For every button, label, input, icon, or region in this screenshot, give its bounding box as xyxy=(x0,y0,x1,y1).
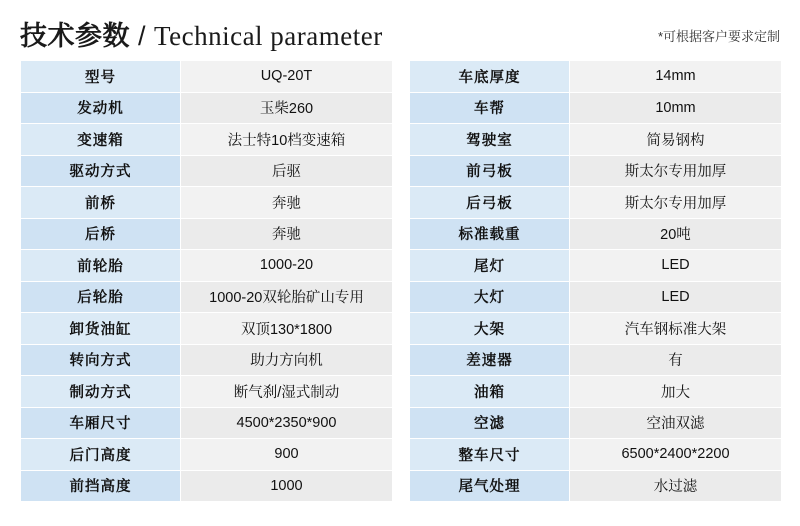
spec-value: 900 xyxy=(181,439,393,471)
spec-value: 1000-20双轮胎矿山专用 xyxy=(181,281,393,313)
page-header xyxy=(0,14,800,54)
page-title-cn: 技术参数 xyxy=(20,21,130,51)
table-row xyxy=(410,124,782,156)
spec-value: 1000 xyxy=(181,470,393,502)
spec-value: 玉柴260 xyxy=(181,92,393,124)
spec-label: 油箱 xyxy=(410,376,570,408)
table-row xyxy=(21,155,393,187)
table-row xyxy=(410,187,782,219)
spec-label: 差速器 xyxy=(410,344,570,376)
table-row xyxy=(21,218,393,250)
spec-label: 尾气处理 xyxy=(410,470,570,502)
spec-tables xyxy=(20,60,780,502)
spec-label: 发动机 xyxy=(21,92,181,124)
spec-value: 双顶130*1800 xyxy=(181,313,393,345)
table-row xyxy=(410,407,782,439)
table-row xyxy=(21,376,393,408)
spec-label: 变速箱 xyxy=(21,124,181,156)
spec-label: 驱动方式 xyxy=(21,155,181,187)
spec-label: 标准载重 xyxy=(410,218,570,250)
spec-value: 1000-20 xyxy=(181,250,393,282)
table-row xyxy=(21,439,393,471)
spec-value: LED xyxy=(570,250,782,282)
spec-label: 驾驶室 xyxy=(410,124,570,156)
page-title-en: Technical parameter xyxy=(154,21,383,51)
spec-label: 制动方式 xyxy=(21,376,181,408)
spec-label: 后轮胎 xyxy=(21,281,181,313)
spec-label: 车帮 xyxy=(410,92,570,124)
table-row xyxy=(410,250,782,282)
spec-value: 有 xyxy=(570,344,782,376)
spec-label: 后弓板 xyxy=(410,187,570,219)
spec-value: 后驱 xyxy=(181,155,393,187)
table-row xyxy=(410,344,782,376)
table-row xyxy=(410,281,782,313)
spec-table-right-body xyxy=(410,61,782,502)
spec-label: 空滤 xyxy=(410,407,570,439)
spec-label: 卸货油缸 xyxy=(21,313,181,345)
spec-value: 奔驰 xyxy=(181,218,393,250)
spec-label: 前弓板 xyxy=(410,155,570,187)
spec-value: 4500*2350*900 xyxy=(181,407,393,439)
spec-table-right xyxy=(409,60,782,502)
spec-value: 14mm xyxy=(570,61,782,93)
table-row xyxy=(410,376,782,408)
spec-value: 10mm xyxy=(570,92,782,124)
table-row xyxy=(21,92,393,124)
table-row xyxy=(410,218,782,250)
table-row xyxy=(410,439,782,471)
spec-label: 后门高度 xyxy=(21,439,181,471)
spec-value: UQ-20T xyxy=(181,61,393,93)
spec-table-left xyxy=(20,60,393,502)
page-title xyxy=(20,14,383,53)
table-row xyxy=(21,313,393,345)
page-title-separator: / xyxy=(130,21,155,51)
table-row xyxy=(21,281,393,313)
spec-value: 汽车钢标准大架 xyxy=(570,313,782,345)
spec-label: 型号 xyxy=(21,61,181,93)
spec-value: 简易钢构 xyxy=(570,124,782,156)
table-row xyxy=(410,155,782,187)
spec-label: 车底厚度 xyxy=(410,61,570,93)
customization-note: *可根据客户要求定制 xyxy=(657,29,780,44)
spec-label: 前轮胎 xyxy=(21,250,181,282)
spec-value: 斯太尔专用加厚 xyxy=(570,155,782,187)
spec-label: 前桥 xyxy=(21,187,181,219)
spec-label: 整车尺寸 xyxy=(410,439,570,471)
table-row xyxy=(21,124,393,156)
spec-value: 20吨 xyxy=(570,218,782,250)
table-row xyxy=(21,344,393,376)
table-row xyxy=(410,470,782,502)
table-row xyxy=(410,61,782,93)
table-row xyxy=(21,470,393,502)
spec-value: 断气刹/湿式制动 xyxy=(181,376,393,408)
spec-value: 奔驰 xyxy=(181,187,393,219)
spec-label: 前挡高度 xyxy=(21,470,181,502)
table-row xyxy=(21,187,393,219)
spec-value: 加大 xyxy=(570,376,782,408)
spec-label: 大架 xyxy=(410,313,570,345)
spec-value: 法士特10档变速箱 xyxy=(181,124,393,156)
table-row xyxy=(21,407,393,439)
spec-label: 车厢尺寸 xyxy=(21,407,181,439)
table-row xyxy=(21,61,393,93)
spec-value: 水过滤 xyxy=(570,470,782,502)
spec-value: 空油双滤 xyxy=(570,407,782,439)
spec-label: 大灯 xyxy=(410,281,570,313)
table-row xyxy=(21,250,393,282)
spec-value: 斯太尔专用加厚 xyxy=(570,187,782,219)
spec-value: LED xyxy=(570,281,782,313)
spec-value: 6500*2400*2200 xyxy=(570,439,782,471)
table-row xyxy=(410,92,782,124)
spec-label: 尾灯 xyxy=(410,250,570,282)
spec-label: 转向方式 xyxy=(21,344,181,376)
spec-label: 后桥 xyxy=(21,218,181,250)
spec-table-left-body xyxy=(21,61,393,502)
table-row xyxy=(410,313,782,345)
spec-value: 助力方向机 xyxy=(181,344,393,376)
